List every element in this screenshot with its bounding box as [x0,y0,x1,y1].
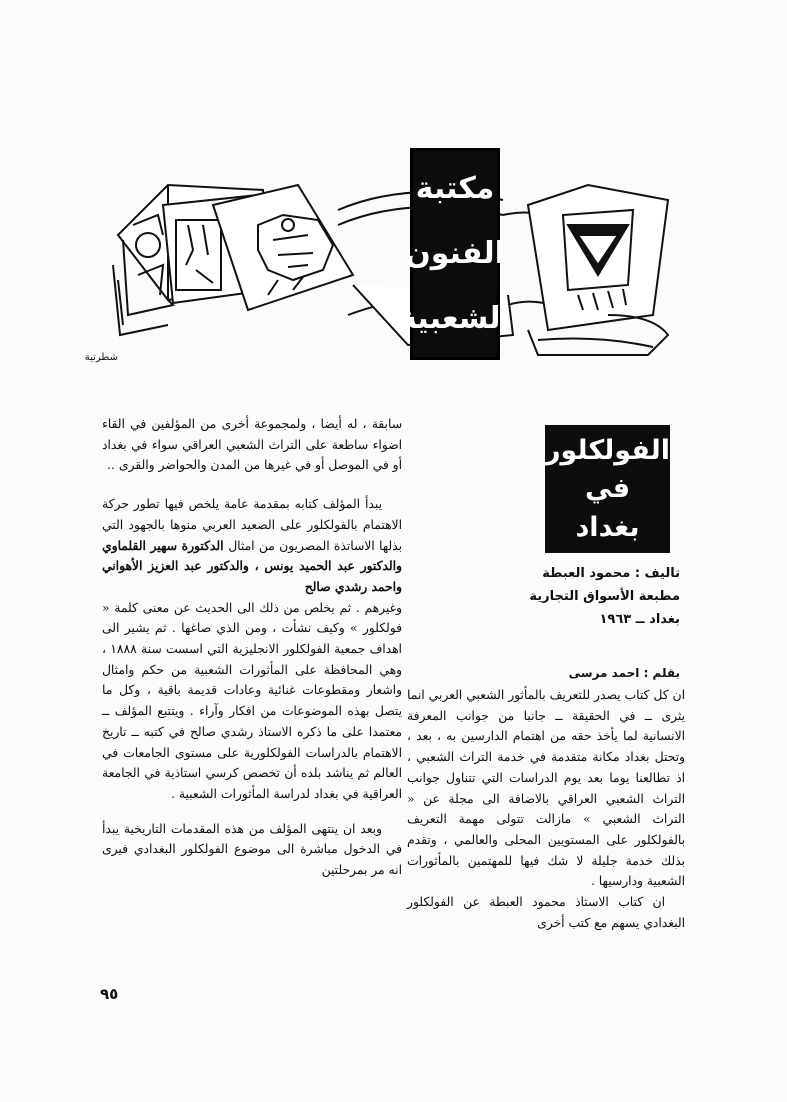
paragraph: وغيرهم . ثم يخلص من ذلك الى الحديث عن معنى كلمة « فولكلور » وكيف نشأت ، ومن الذي صاغها . ثم يشير الى اهداف جمعية الفولكلور الانجليزية التي اسست سنة ١٨٨٨ ، وهي المحافظة على المأثورات الشعبية من حكم وامثال واشعار ومقطوعات غنائية وعادات قديمة باقية ، وكل ما يتصل بهذه الموضوعات من افكار وآراء . ويتتبع المؤلف ــ معتمدا على ما ذكره الاستاذ رشدي صالح في كتبه ــ تاريخ الاهتمام بالدراسات الفولكلورية على مستوى الجامعات في العالم ثم يناشد بلده أن تخصص كرسي استاذية في الجامعة العراقية في بغداد لدراسة المأثورات الشعبية . [102,600,402,801]
left-column [102,414,402,881]
paragraph-text: يبدأ المؤلف كتابه بمقدمة عامة يلخص فيها تطور حركة الاهتمام بالفولكلور على الصعيد العربي منوها بالجهود التي بذلها الاساتذة المصريون من امثال [102,497,403,553]
right-column [407,685,685,933]
title-line: الشعبية [399,300,511,336]
names-highlight: الدكتورة سهير القلماوي والدكتور عبد الحميد يونس ، والدكتور عبد العزيز الأهواني واحمد رشدي صالح [102,537,402,594]
paragraph [102,494,402,598]
book-place-year: بغداد ــ ١٩٦٣ [599,612,680,627]
article-title-line: بغداد [575,512,640,544]
section-title-box [399,148,511,360]
paragraph: سابقة ، له أيضا ، ولمجموعة أخرى من المؤلفين في القاء اضواء ساطعة على التراث الشعبي العراقي سواء في بغداد أو في الموصل أو في غيرها من المدن والحواضر والقرى .. [102,417,402,473]
article-title-line: الفولكلور [544,434,671,466]
paragraph: ان كل كتاب يصدر للتعريف بالمأثور الشعبي العربي انما يثرى ــ في الحقيقة ــ جانبا من جوانب المعرفة الانسانية لما يأخذ حقه من اهتمام الدارسين به ، بعد ، وتحتل بغداد مكانة متقدمة في خدمة التراث الشعبي ، اذ تطالعنا يوما بعد يوم الدراسات التي تتناول جوانب التراث الشعبي العراقي بالاضافة الى مجلة عن « التراث الشعبي » مازالت تتولى مهمة التعريف بالفولكلور على المستويين المحلى والعالمي ، وتقدم بذلك خدمة جليلة لا شك فيها للمهتمين بالمأثورات الشعبية ودارسيها . [407,688,685,889]
artist-signature: شطرتية [84,352,118,363]
paragraph: وبعد ان ينتهى المؤلف من هذه المقدمات التاريخية يبدأ في الدخول مباشرة الى موضوع الفولكلور البغدادي فيرى انه مر بمرحلتين [102,821,402,878]
article-title-line: في [585,473,630,505]
title-line: الفنون [405,235,505,271]
paragraph: ان كتاب الاستاذ محمود العبطة عن الفولكلور البغدادي يسهم مع كتب أخرى [407,895,685,930]
book-author: تاليف : محمود العبطة [542,566,680,581]
books-illustration [84,165,678,365]
article-title-box [545,425,670,553]
book-publisher: مطبعة الأسواق التجارية [529,589,680,604]
byline: بقلم : احمد مرسى [568,666,680,680]
title-line: مكتبة [415,171,495,207]
page-number: ٩٥ [100,985,119,1003]
